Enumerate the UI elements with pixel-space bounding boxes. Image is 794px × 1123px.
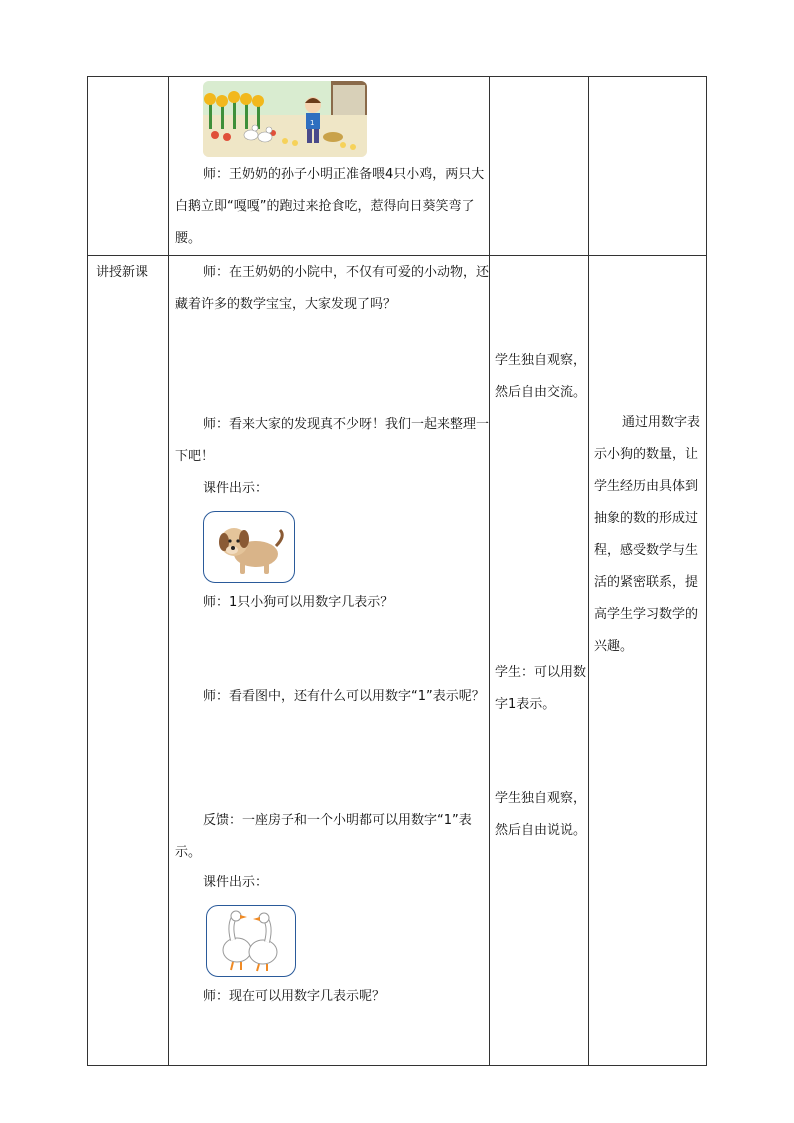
- student-activity-2: 学生独自观察，然后自由说说。: [495, 791, 587, 838]
- intro-paragraph: 师：王奶奶的孙子小明正准备喂4只小鸡，两只大白鹅立即“嘎嘎”的跑过来抢食吃，惹得向日葵笑弯了腰。: [175, 167, 485, 246]
- teacher-question-1: 师：1只小狗可以用数字几表示？: [203, 595, 394, 610]
- geese-card: [206, 905, 296, 977]
- design-intent: 通过用数字表示小狗的数量，让学生经历由具体到抽象的数的形成过程，感受数学与生活的紧密联系，提高学生学习数学的兴趣。: [594, 415, 701, 654]
- row-divider: [88, 255, 706, 256]
- section-label: 讲授新课: [96, 265, 149, 280]
- teacher-prompt-2: 师：看来大家的发现真不少呀！我们一起来整理一下吧！: [175, 417, 490, 464]
- feedback-text: 反馈：一座房子和一个小明都可以用数字“1”表示。: [175, 813, 472, 860]
- courseware-label-1: 课件出示：: [203, 481, 269, 496]
- student-activity-1: 学生独自观察，然后自由交流。: [495, 353, 587, 400]
- teacher-prompt-1: 师：在王奶奶的小院中，不仅有可爱的小动物，还藏着许多的数学宝宝，大家发现了吗？: [175, 265, 490, 312]
- lesson-plan-table: [87, 76, 707, 1066]
- column-divider: [168, 77, 169, 1065]
- dog-icon: [204, 512, 294, 582]
- goose-icon: [207, 906, 295, 976]
- teacher-question-2: 师：看看图中，还有什么可以用数字“1”表示呢？: [203, 689, 485, 704]
- column-divider: [588, 77, 589, 1065]
- courseware-label-2: 课件出示：: [203, 875, 269, 890]
- svg-text:1: 1: [310, 119, 315, 127]
- column-divider: [489, 77, 490, 1065]
- yard-scene-illustration: [203, 81, 367, 157]
- puppy-card: [203, 511, 295, 583]
- teacher-question-3: 师：现在可以用数字几表示呢？: [203, 989, 386, 1004]
- student-answer-1: 学生：可以用数字1表示。: [495, 665, 587, 712]
